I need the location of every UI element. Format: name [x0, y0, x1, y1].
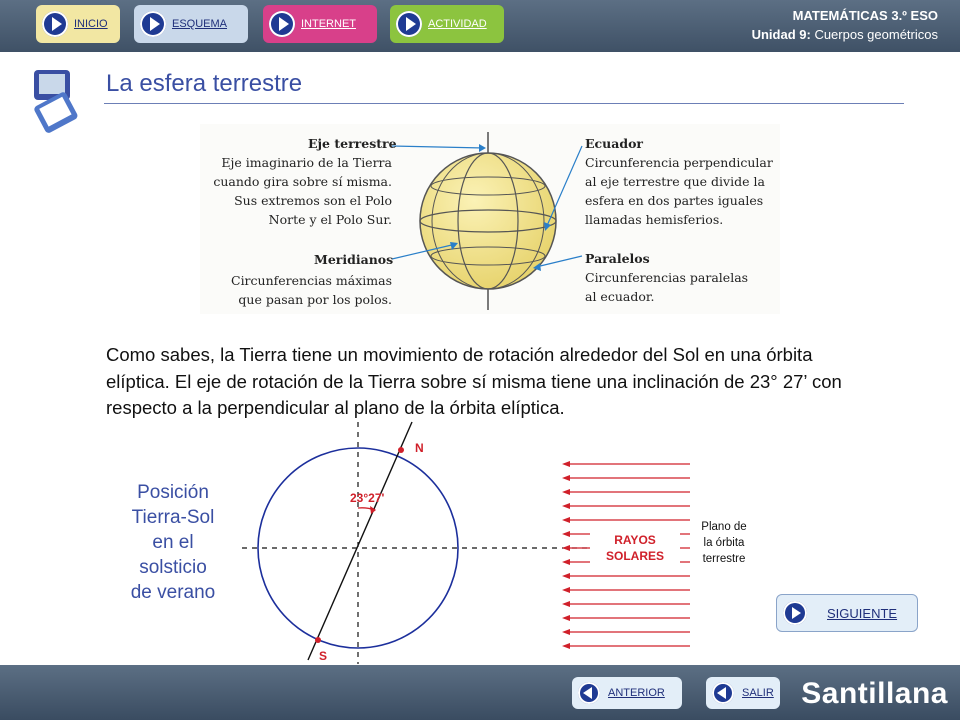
play-icon: [42, 11, 68, 37]
course-info: [752, 6, 938, 44]
siguiente-button[interactable]: [776, 594, 918, 632]
solar-ray-arrowhead: [562, 587, 570, 593]
meridianos-line: Circunferencias máximas: [231, 273, 392, 288]
ecuador-line: esfera en dos partes iguales: [585, 193, 764, 208]
solar-ray-arrowhead: [562, 517, 570, 523]
meridianos-caption: [314, 250, 393, 269]
internet-button[interactable]: [263, 5, 377, 43]
meridianos-title: Meridianos: [314, 252, 394, 267]
back-icon: [578, 682, 600, 704]
play-icon: [269, 11, 295, 37]
play-icon: [783, 601, 807, 625]
title-divider: [104, 103, 904, 104]
actividad-label: ACTIVIDAD: [428, 18, 487, 30]
salir-button[interactable]: [706, 677, 780, 709]
brand-logo: Santillana: [801, 677, 948, 710]
rays-label-2: SOLARES: [605, 549, 665, 563]
body-paragraph: Como sabes, la Tierra tiene un movimiento de rotación alrededor del Sol en una órbita elíptica. El eje de rotación de la Tierra sobre sí misma tiene una inclinación de 23° 27’ con respecto a la perpendicular al plano de la órbita elíptica.: [106, 344, 842, 418]
ecuador-caption: [585, 134, 773, 229]
earth-circle: [258, 448, 458, 648]
eje-terrestre-caption: [308, 134, 397, 153]
salir-label: SALIR: [742, 687, 774, 699]
north-label: N: [415, 441, 424, 455]
south-label: S: [319, 649, 328, 663]
play-icon: [140, 11, 166, 37]
solar-ray-arrowhead: [562, 461, 570, 467]
position-label-line: Posición: [137, 482, 209, 503]
earth-axis: [308, 422, 412, 660]
eje-line: Sus extremos son el Polo: [234, 193, 392, 208]
ecuador-line: al eje terrestre que divide la: [585, 174, 765, 189]
back-icon: [712, 682, 734, 704]
position-label: [118, 480, 228, 605]
solar-ray-arrowhead: [562, 559, 570, 565]
plane-label-2: la órbita: [703, 537, 745, 549]
solar-ray-arrowhead: [562, 629, 570, 635]
globe-figure: [200, 124, 780, 314]
position-label-line: solsticio: [139, 557, 207, 578]
anterior-label: ANTERIOR: [608, 687, 665, 699]
north-pole-dot: [398, 447, 404, 453]
rays-label-1: RAYOS: [614, 533, 656, 547]
esquema-label: ESQUEMA: [172, 18, 228, 30]
internet-label: INTERNET: [301, 18, 356, 30]
solar-ray-arrowhead: [562, 475, 570, 481]
eje-description: [210, 153, 392, 229]
south-pole-dot: [315, 637, 321, 643]
paralelos-caption: [585, 249, 748, 306]
inicio-button[interactable]: [36, 5, 120, 43]
plane-label-3: terrestre: [702, 553, 746, 565]
paralelos-title: Paralelos: [585, 251, 650, 266]
eje-line: Norte y el Polo Sur.: [268, 212, 392, 227]
solar-ray-arrowhead: [562, 503, 570, 509]
eje-line: cuando gira sobre sí misma.: [213, 174, 392, 189]
position-label-line: de verano: [130, 582, 216, 603]
solar-ray-arrowhead: [562, 531, 570, 537]
esquema-button[interactable]: [134, 5, 248, 43]
meridianos-line: que pasan por los polos.: [238, 292, 392, 307]
paralelos-line: Circunferencias paralelas: [585, 270, 749, 285]
unit-label: Unidad 9:: [751, 27, 811, 42]
position-label-line: en el: [152, 532, 194, 553]
meridianos-description: [210, 271, 392, 309]
ecuador-title: Ecuador: [585, 136, 643, 151]
solar-ray-arrowhead: [562, 615, 570, 621]
solar-ray-arrowhead: [562, 545, 570, 551]
solar-ray-arrowhead: [562, 489, 570, 495]
solar-ray-arrowhead: [562, 601, 570, 607]
solar-ray-arrowhead: [562, 643, 570, 649]
inicio-label: INICIO: [74, 18, 108, 30]
play-icon: [396, 11, 422, 37]
actividad-button[interactable]: [390, 5, 504, 43]
top-navigation-bar: [0, 0, 960, 52]
angle-label: 23°27': [350, 491, 385, 505]
paralelos-line: al ecuador.: [585, 289, 655, 304]
earth-sun-diagram: [240, 420, 760, 665]
page-title: La esfera terrestre: [106, 70, 303, 97]
ecuador-line: Circunferencia perpendicular: [585, 155, 773, 170]
anterior-button[interactable]: [572, 677, 682, 709]
eje-line: Eje imaginario de la Tierra: [221, 155, 392, 170]
position-label-line: Tierra-Sol: [131, 507, 215, 528]
plane-label-1: Plano de: [701, 521, 747, 533]
ecuador-line: llamadas hemisferios.: [585, 212, 724, 227]
unit-name: Cuerpos geométricos: [814, 27, 938, 42]
siguiente-label: SIGUIENTE: [827, 605, 898, 621]
slides-icon: [30, 68, 80, 136]
course-subject: MATEMÁTICAS 3.º ESO: [792, 8, 938, 23]
eje-title: Eje terrestre: [308, 136, 397, 151]
solar-ray-arrowhead: [562, 573, 570, 579]
